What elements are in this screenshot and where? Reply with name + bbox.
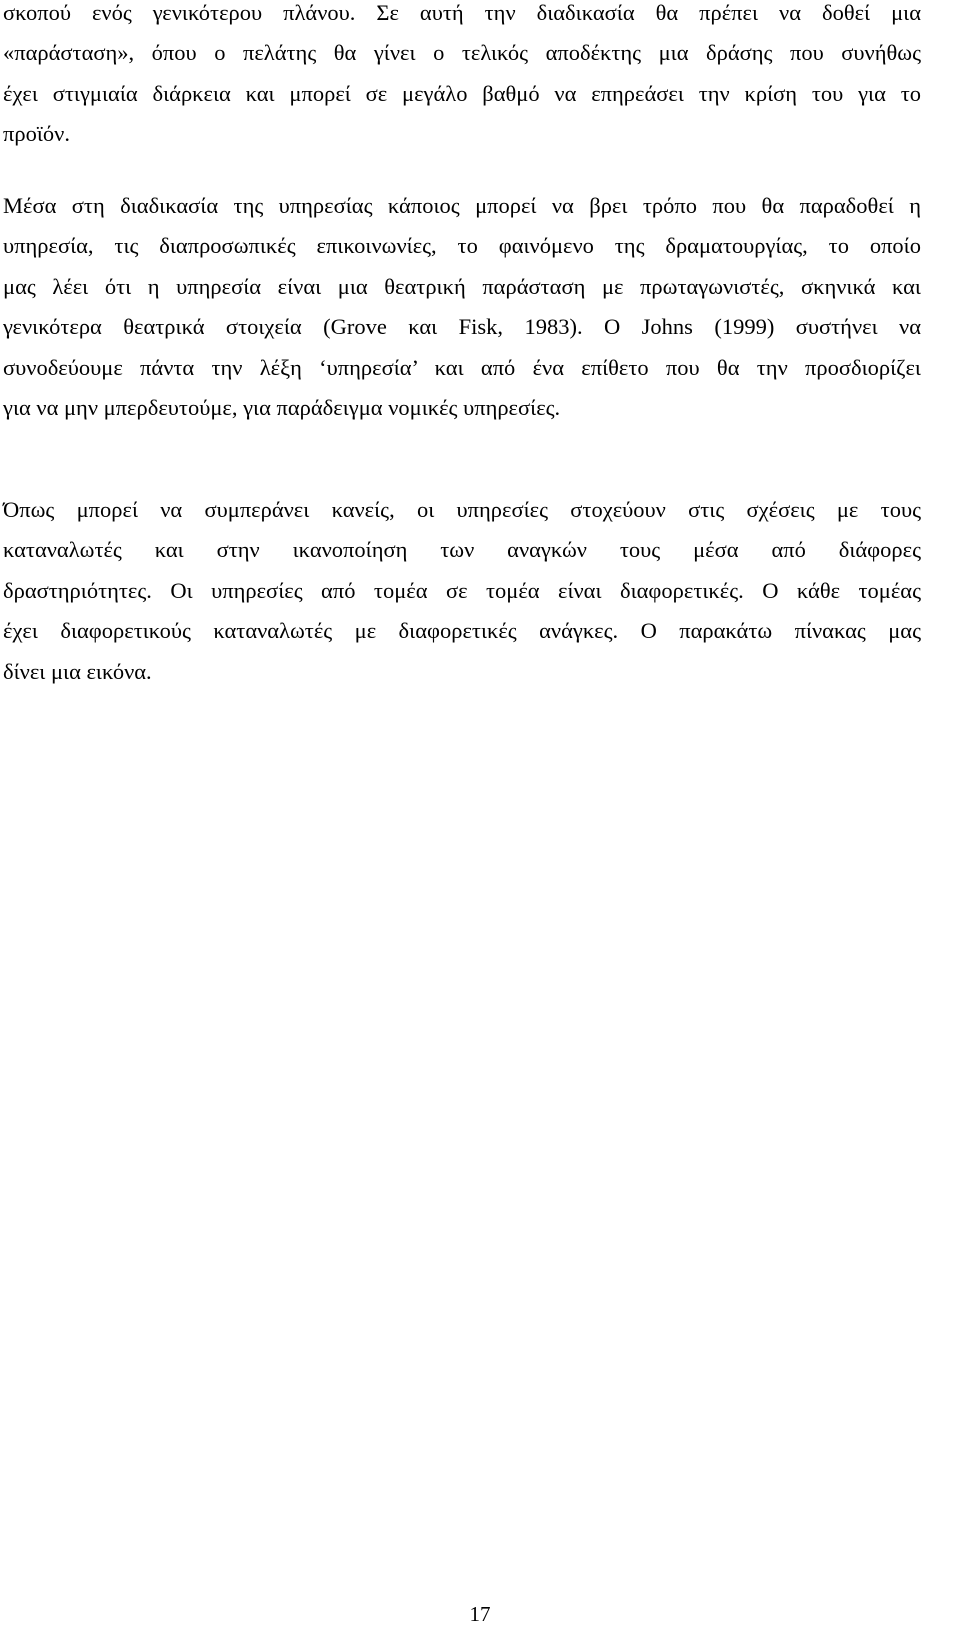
paragraph-line: σκοπού ενός γενικότερου πλάνου. Σε αυτή την διαδικασία θα πρέπει να δοθεί μια (3, 0, 921, 25)
paragraph-line: μας λέει ότι η υπηρεσία είναι μια θεατρική παράσταση με πρωταγωνιστές, σκηνικά και (3, 273, 921, 299)
paragraph-line: Μέσα στη διαδικασία της υπηρεσίας κάποιος μπορεί να βρει τρόπο που θα παραδοθεί η (3, 193, 921, 218)
paragraph-line: δίνει μια εικόνα. (3, 658, 152, 684)
paragraph-line: για να μην μπερδευτούμε, για παράδειγμα νομικές υπηρεσίες. (3, 395, 561, 421)
paragraph-line: συνοδεύουμε πάντα την λέξη ‘υπηρεσία’ και από ένα επίθετο που θα την προσδιορίζει (3, 354, 921, 380)
paragraph-line: Όπως μπορεί να συμπεράνει κανείς, οι υπηρεσίες στοχεύουν στις σχέσεις με τους (3, 497, 921, 522)
paragraph-line: «παράσταση», όπου ο πελάτης θα γίνει ο τελικός αποδέκτης μια δράσης που συνήθως (3, 40, 921, 66)
paragraph-1 (3, 0, 921, 155)
paragraph-line: δραστηριότητες. Οι υπηρεσίες από τομέα σε τομέα είναι διαφορετικές. Ο κάθε τομέας (3, 577, 921, 603)
paragraph-line: γενικότερα θεατρικά στοιχεία (Grove και Fisk, 1983). O Johns (1999) συστήνει να (3, 314, 921, 340)
paragraph-line: έχει στιγμιαία διάρκεια και μπορεί σε μεγάλο βαθμό να επηρεάσει την κρίση του για το (3, 80, 921, 106)
page-number: 17 (469, 1602, 491, 1626)
paragraph-3 (3, 490, 921, 692)
paragraph-line: προϊόν. (3, 121, 70, 147)
paragraph-line: έχει διαφορετικούς καταναλωτές με διαφορετικές ανάγκες. Ο παρακάτω πίνακας μας (3, 618, 921, 644)
paragraph-line: υπηρεσία, τις διαπροσωπικές επικοινωνίες, το φαινόμενο της δραματουργίας, το οποίο (3, 233, 921, 259)
paragraph-line: καταναλωτές και στην ικανοποίηση των αναγκών τους μέσα από διάφορες (3, 537, 921, 563)
paragraph-2 (3, 186, 921, 428)
